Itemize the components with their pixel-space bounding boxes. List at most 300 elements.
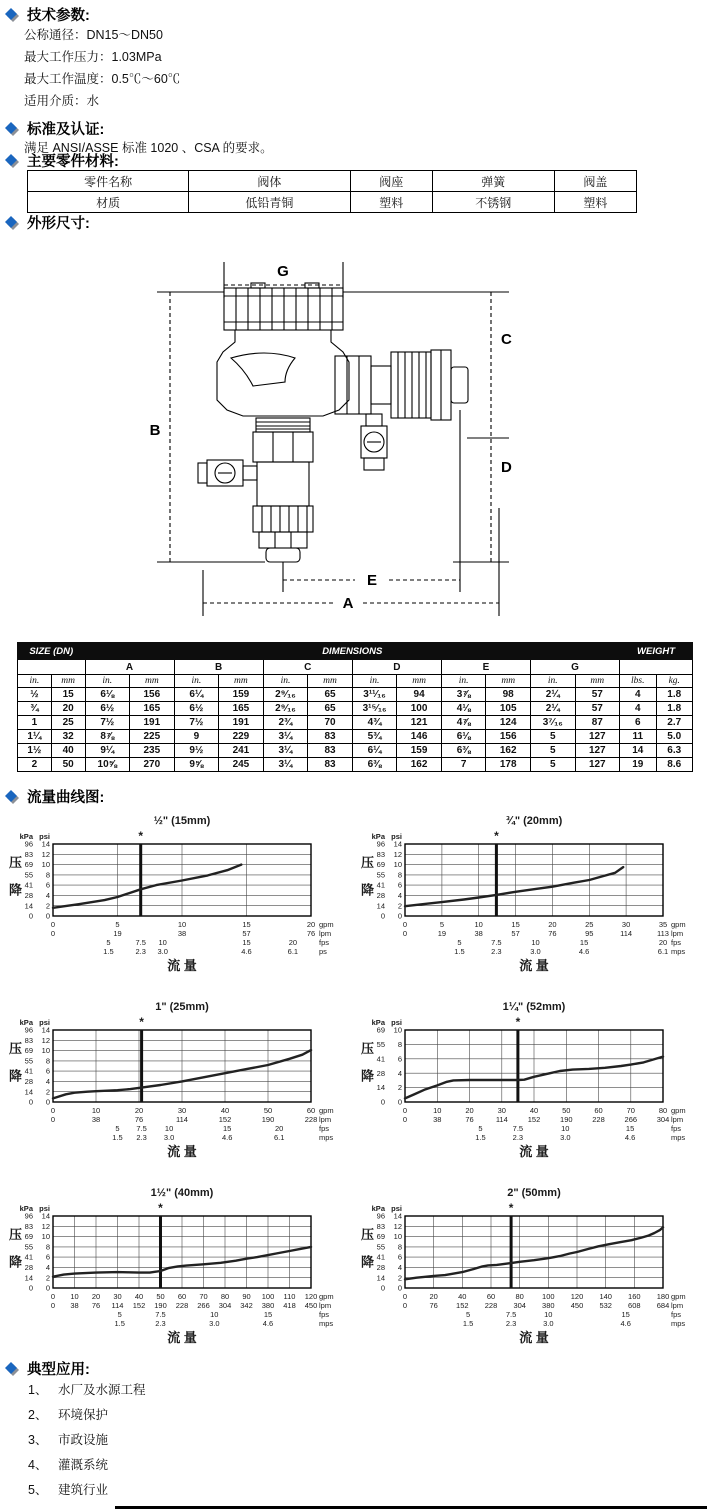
svg-text:380: 380 (542, 1301, 555, 1310)
svg-text:4.6: 4.6 (262, 1319, 274, 1328)
svg-text:76: 76 (548, 929, 557, 938)
x-axis-labels (403, 1292, 669, 1328)
size-cell: 191 (219, 716, 264, 730)
size-cell: 87 (575, 716, 620, 730)
dim-label-g: G (277, 263, 289, 280)
size-cell: 11 (620, 730, 656, 744)
svg-text:30: 30 (177, 1106, 187, 1115)
svg-text:0: 0 (50, 929, 56, 938)
size-cell: 6⅜ (441, 744, 486, 758)
svg-text:4: 4 (45, 891, 50, 900)
svg-text:lpm: lpm (671, 1115, 684, 1124)
svg-text:降: 降 (361, 1068, 375, 1084)
svg-text:4.6: 4.6 (578, 947, 590, 956)
svg-text:57: 57 (511, 929, 520, 938)
svg-text:kPa: kPa (19, 832, 33, 841)
materials-cell: 塑料 (554, 192, 636, 213)
unit-cell: in. (352, 675, 397, 688)
svg-text:1.5: 1.5 (112, 1133, 123, 1142)
svg-text:4: 4 (397, 1068, 402, 1078)
svg-text:2.3: 2.3 (155, 1319, 166, 1328)
x-axis-labels (51, 1292, 317, 1328)
svg-text:266: 266 (624, 1115, 638, 1124)
svg-text:7.5: 7.5 (136, 1124, 147, 1133)
svg-text:0: 0 (402, 1292, 408, 1301)
svg-text:7.5: 7.5 (155, 1310, 166, 1319)
size-cell: 1.8 (656, 688, 693, 702)
svg-text:流 量: 流 量 (167, 1144, 197, 1159)
svg-text:20: 20 (465, 1106, 474, 1115)
svg-text:6: 6 (397, 1252, 402, 1262)
section-header-tech-params (4, 4, 90, 25)
tech-params-lines (24, 24, 180, 112)
svg-text:流 量: 流 量 (519, 1144, 549, 1159)
svg-text:mps: mps (671, 1133, 686, 1142)
y-axis-labels (25, 1026, 50, 1107)
y-axis-labels (377, 1026, 402, 1107)
svg-text:mps: mps (319, 1319, 334, 1328)
size-cell: 6½ (174, 702, 219, 716)
svg-text:41: 41 (376, 1252, 385, 1262)
flow-chart (355, 1182, 705, 1353)
flow-chart-svg (355, 810, 705, 976)
size-cell: 2¼ (530, 688, 575, 702)
size-cell: 57 (575, 688, 620, 702)
size-cell: 3⅞ (441, 688, 486, 702)
section-header-materials (4, 150, 119, 171)
size-cell: 1.8 (656, 702, 693, 716)
svg-text:*: * (508, 1201, 514, 1215)
svg-text:7.5: 7.5 (491, 938, 502, 947)
svg-text:50: 50 (156, 1292, 165, 1301)
flow-chart (3, 1182, 353, 1353)
svg-text:10: 10 (393, 1025, 402, 1035)
materials-cell: 材质 (28, 192, 189, 213)
svg-text:2.3: 2.3 (491, 947, 502, 956)
size-cell: 3¹⁵⁄₁₆ (352, 702, 397, 716)
svg-text:0: 0 (402, 1106, 408, 1115)
size-cell: 20 (51, 702, 85, 716)
pressure-drop-curve (405, 1227, 663, 1279)
application-item (28, 1428, 146, 1453)
size-cell: 14 (620, 744, 656, 758)
size-cell: 146 (397, 730, 442, 744)
svg-text:28: 28 (24, 1077, 33, 1086)
size-cell: 83 (308, 744, 353, 758)
svg-text:gpm: gpm (319, 1106, 334, 1115)
svg-text:5: 5 (106, 938, 111, 947)
svg-text:342: 342 (240, 1301, 253, 1310)
svg-text:41: 41 (24, 1066, 33, 1076)
section-title: 标准及认证: (27, 122, 105, 138)
dim-label-d: D (501, 459, 512, 476)
svg-text:½" (15mm): ½" (15mm) (153, 815, 211, 827)
svg-text:psi: psi (391, 1018, 402, 1027)
materials-cell: 阀盖 (554, 171, 636, 192)
svg-text:lpm: lpm (671, 1301, 684, 1310)
svg-text:10: 10 (164, 1124, 174, 1133)
svg-text:114: 114 (176, 1115, 188, 1124)
svg-text:6: 6 (45, 880, 50, 890)
materials-cell: 零件名称 (28, 171, 189, 192)
svg-text:mps: mps (671, 1319, 686, 1328)
size-cell: 156 (130, 688, 175, 702)
section-title: 外形尺寸: (27, 216, 90, 232)
svg-text:fps: fps (671, 1310, 682, 1319)
unit-cell: kg. (656, 675, 693, 688)
unit-cell: mm (130, 675, 175, 688)
svg-text:95: 95 (585, 929, 594, 938)
svg-text:20: 20 (275, 1124, 284, 1133)
dim-letter: B (174, 660, 263, 675)
application-text: 环境保护 (58, 1408, 109, 1422)
svg-text:15: 15 (263, 1310, 273, 1319)
svg-text:降: 降 (361, 1254, 375, 1270)
x-axis-units (319, 1106, 334, 1142)
svg-text:gpm: gpm (671, 1292, 686, 1301)
svg-text:76: 76 (306, 929, 316, 938)
unit-cell: in. (530, 675, 575, 688)
size-cell: 40 (51, 744, 85, 758)
svg-text:2.3: 2.3 (135, 947, 146, 956)
section-header-flow-charts (4, 786, 104, 807)
svg-text:83: 83 (376, 849, 385, 859)
svg-text:降: 降 (9, 1254, 23, 1270)
svg-text:4.6: 4.6 (221, 1133, 233, 1142)
size-table-row (18, 758, 693, 772)
svg-text:120: 120 (570, 1292, 584, 1301)
flow-charts-grid (0, 810, 707, 1355)
svg-text:1" (25mm): 1" (25mm) (155, 1001, 209, 1013)
svg-text:psi: psi (39, 832, 50, 841)
size-table-row (18, 702, 693, 716)
svg-text:76: 76 (429, 1301, 438, 1310)
size-cell: 2¼ (530, 702, 575, 716)
svg-text:10: 10 (393, 860, 402, 870)
svg-text:190: 190 (261, 1115, 275, 1124)
svg-text:0: 0 (380, 911, 385, 921)
svg-text:532: 532 (599, 1301, 612, 1310)
svg-text:流 量: 流 量 (519, 958, 549, 973)
svg-text:114: 114 (620, 929, 633, 938)
size-cell: 162 (486, 744, 531, 758)
size-cell: 7½ (174, 716, 219, 730)
svg-text:190: 190 (154, 1301, 167, 1310)
x-axis-units (671, 920, 686, 956)
svg-text:10: 10 (41, 1046, 50, 1056)
size-cell: 57 (575, 702, 620, 716)
svg-text:gpm: gpm (671, 920, 686, 929)
svg-text:10: 10 (177, 920, 187, 929)
dim-label-b: B (149, 422, 161, 439)
svg-text:20: 20 (134, 1106, 144, 1115)
svg-text:4: 4 (397, 1263, 402, 1272)
x-axis-units (319, 1292, 334, 1328)
size-cell: 1½ (18, 744, 52, 758)
section-header-standards (4, 118, 104, 139)
size-cell: 7 (441, 758, 486, 772)
size-cell: 83 (308, 758, 353, 772)
svg-text:30: 30 (497, 1106, 506, 1115)
dim-label-a: A (342, 595, 354, 612)
materials-cell: 阀座 (350, 171, 432, 192)
svg-text:0: 0 (45, 1283, 50, 1293)
svg-text:7.5: 7.5 (135, 938, 146, 947)
svg-text:压: 压 (9, 1227, 23, 1243)
size-cell: 2¾ (263, 716, 308, 730)
svg-text:5: 5 (457, 938, 462, 947)
svg-text:14: 14 (376, 1273, 385, 1283)
materials-cell: 低铅青铜 (189, 192, 350, 213)
size-cell: 2⁹⁄₁₆ (263, 702, 308, 716)
svg-text:kPa: kPa (19, 1204, 33, 1213)
svg-text:10: 10 (158, 938, 167, 947)
svg-text:28: 28 (376, 891, 385, 900)
size-cell: 3¼ (263, 730, 308, 744)
size-cell: 191 (130, 716, 175, 730)
svg-text:10: 10 (41, 1232, 50, 1242)
svg-text:20: 20 (288, 938, 298, 947)
materials-cell: 不锈钢 (432, 192, 554, 213)
pressure-drop-curve (53, 865, 241, 908)
tech-param-line: 公称通径：DN15～DN50 (24, 28, 163, 42)
size-cell: 270 (130, 758, 175, 772)
svg-text:kPa: kPa (371, 832, 385, 841)
diamond-bullet-icon (4, 215, 20, 231)
application-item (28, 1453, 146, 1478)
svg-text:10: 10 (561, 1124, 570, 1133)
svg-text:57: 57 (242, 929, 251, 938)
svg-text:180: 180 (656, 1292, 670, 1301)
grid-lines (53, 1216, 311, 1288)
svg-text:228: 228 (304, 1115, 318, 1124)
svg-text:压: 压 (9, 1041, 23, 1057)
svg-text:90: 90 (242, 1292, 251, 1301)
svg-text:10: 10 (531, 938, 540, 947)
size-cell: 165 (130, 702, 175, 716)
svg-text:80: 80 (515, 1292, 524, 1301)
svg-text:6: 6 (397, 1054, 402, 1064)
size-cell: 65 (308, 702, 353, 716)
svg-text:0: 0 (397, 911, 402, 921)
svg-text:6.1: 6.1 (273, 1133, 285, 1142)
svg-text:2.3: 2.3 (512, 1133, 524, 1142)
grid-lines (405, 844, 663, 916)
svg-text:266: 266 (197, 1301, 210, 1310)
svg-text:140: 140 (599, 1292, 612, 1301)
svg-text:10: 10 (210, 1310, 219, 1319)
svg-text:120: 120 (304, 1292, 318, 1301)
svg-text:30: 30 (113, 1292, 122, 1301)
unit-cell: mm (486, 675, 531, 688)
size-cell: 4¾ (352, 716, 397, 730)
application-item (28, 1378, 146, 1403)
svg-text:7.5: 7.5 (505, 1310, 517, 1319)
band-dimensions: DIMENSIONS (85, 643, 620, 660)
svg-text:418: 418 (283, 1301, 296, 1310)
diamond-bullet-icon (4, 121, 20, 137)
svg-text:304: 304 (218, 1301, 232, 1310)
diamond-bullet-icon (4, 7, 20, 23)
svg-text:10: 10 (474, 920, 483, 929)
size-cell: 235 (130, 744, 175, 758)
svg-text:kPa: kPa (19, 1018, 33, 1027)
size-cell: 70 (308, 716, 353, 730)
svg-text:83: 83 (24, 849, 33, 859)
svg-text:70: 70 (199, 1292, 208, 1301)
svg-text:5: 5 (439, 920, 444, 929)
application-number: 1、 (28, 1383, 48, 1397)
svg-text:3.0: 3.0 (560, 1133, 571, 1142)
svg-text:1.5: 1.5 (114, 1319, 125, 1328)
svg-text:kPa: kPa (371, 1018, 385, 1027)
size-cell: 19 (620, 758, 656, 772)
size-cell: 105 (486, 702, 531, 716)
unit-cell: lbs. (620, 675, 656, 688)
size-cell: 6⅛ (85, 688, 130, 702)
svg-text:1.5: 1.5 (454, 947, 465, 956)
size-cell: 65 (308, 688, 353, 702)
svg-text:10: 10 (70, 1292, 79, 1301)
size-cell: 6 (620, 716, 656, 730)
svg-text:28: 28 (376, 1068, 385, 1078)
flow-chart-svg (3, 1182, 353, 1348)
svg-text:降: 降 (9, 1068, 23, 1084)
svg-text:41: 41 (24, 1252, 33, 1262)
section-title: 主要零件材料: (27, 154, 119, 170)
svg-text:5: 5 (115, 920, 120, 929)
svg-text:76: 76 (134, 1115, 144, 1124)
svg-text:gpm: gpm (319, 920, 334, 929)
svg-text:28: 28 (24, 891, 33, 900)
svg-text:70: 70 (626, 1106, 635, 1115)
svg-text:2: 2 (45, 901, 50, 911)
unit-cell: mm (219, 675, 264, 688)
svg-text:7.5: 7.5 (512, 1124, 524, 1133)
svg-text:2.3: 2.3 (505, 1319, 517, 1328)
svg-text:15: 15 (579, 938, 589, 947)
svg-text:psi: psi (391, 832, 402, 841)
unit-cell: in. (18, 675, 52, 688)
svg-text:19: 19 (113, 929, 122, 938)
size-cell: 6⅜ (352, 758, 397, 772)
svg-text:228: 228 (592, 1115, 605, 1124)
size-cell: 5 (530, 744, 575, 758)
unit-cell: mm (575, 675, 620, 688)
svg-text:38: 38 (70, 1301, 79, 1310)
svg-text:gpm: gpm (671, 1106, 686, 1115)
size-cell: 83 (308, 730, 353, 744)
size-cell: 9 (174, 730, 219, 744)
size-cell: 94 (397, 688, 442, 702)
size-cell: 2 (18, 758, 52, 772)
svg-text:4.6: 4.6 (624, 1133, 636, 1142)
svg-text:152: 152 (456, 1301, 469, 1310)
application-text: 市政设施 (58, 1433, 109, 1447)
svg-text:3.0: 3.0 (209, 1319, 220, 1328)
svg-text:10: 10 (433, 1106, 442, 1115)
pressure-drop-curve (405, 867, 623, 906)
grid-lines (405, 1216, 663, 1288)
svg-text:8: 8 (45, 1242, 50, 1252)
application-text: 灌溉系统 (58, 1458, 109, 1472)
svg-text:0: 0 (402, 929, 408, 938)
svg-text:0: 0 (402, 920, 408, 929)
svg-text:降: 降 (361, 882, 375, 898)
svg-text:压: 压 (361, 1041, 375, 1057)
svg-text:15: 15 (223, 1124, 232, 1133)
size-cell: 5 (530, 758, 575, 772)
application-number: 4、 (28, 1458, 48, 1472)
svg-text:压: 压 (9, 855, 23, 871)
size-cell: 25 (51, 716, 85, 730)
svg-text:5: 5 (466, 1310, 471, 1319)
size-cell: 32 (51, 730, 85, 744)
size-cell: 7½ (85, 716, 130, 730)
svg-text:100: 100 (542, 1292, 555, 1301)
svg-text:14: 14 (376, 1083, 385, 1093)
size-cell: 9½ (174, 744, 219, 758)
svg-text:lpm: lpm (319, 1301, 332, 1310)
plot-border (405, 1216, 663, 1288)
materials-row (28, 171, 637, 192)
size-cell: 4⅞ (441, 716, 486, 730)
svg-text:fps: fps (319, 938, 330, 947)
svg-text:25: 25 (585, 920, 594, 929)
tech-param-line: 适用介质：水 (24, 94, 100, 108)
svg-text:14: 14 (393, 1211, 402, 1221)
dim-letter: E (441, 660, 530, 675)
size-cell: 225 (130, 730, 175, 744)
standards-line: 满足 ANSI/ASSE 标准 1020 、CSA 的要求。 (24, 141, 273, 155)
svg-text:38: 38 (91, 1115, 101, 1124)
svg-text:psi: psi (391, 1204, 402, 1213)
flow-chart-svg (355, 996, 705, 1162)
size-cell: 1¼ (18, 730, 52, 744)
x-axis-labels (403, 920, 669, 956)
size-cell: 124 (486, 716, 531, 730)
svg-text:15: 15 (625, 1124, 635, 1133)
tech-param-line: 最大工作温度：0.5℃～60℃ (24, 72, 181, 86)
svg-text:lpm: lpm (319, 1115, 332, 1124)
size-table-row (18, 744, 693, 758)
svg-text:160: 160 (628, 1292, 641, 1301)
svg-text:40: 40 (529, 1106, 539, 1115)
svg-text:55: 55 (376, 1040, 385, 1049)
svg-text:69: 69 (376, 1232, 385, 1242)
svg-text:60: 60 (177, 1292, 187, 1301)
size-cell: 9¼ (85, 744, 130, 758)
size-table-row (18, 730, 693, 744)
valve-dimension-drawing (135, 240, 565, 640)
svg-text:6: 6 (45, 1066, 50, 1076)
size-cell: 127 (575, 758, 620, 772)
unit-cell: mm (308, 675, 353, 688)
diamond-bullet-icon (4, 153, 20, 169)
svg-text:2: 2 (397, 901, 402, 911)
svg-text:0: 0 (28, 1097, 33, 1107)
size-cell: 5¾ (352, 730, 397, 744)
svg-text:40: 40 (458, 1292, 467, 1301)
svg-text:50: 50 (562, 1106, 571, 1115)
svg-text:114: 114 (495, 1115, 508, 1124)
x-axis-labels (403, 1106, 669, 1142)
size-cell: 229 (219, 730, 264, 744)
svg-text:55: 55 (376, 870, 385, 880)
size-cell: 6½ (85, 702, 130, 716)
svg-text:12: 12 (41, 1221, 50, 1231)
svg-text:20: 20 (91, 1292, 101, 1301)
